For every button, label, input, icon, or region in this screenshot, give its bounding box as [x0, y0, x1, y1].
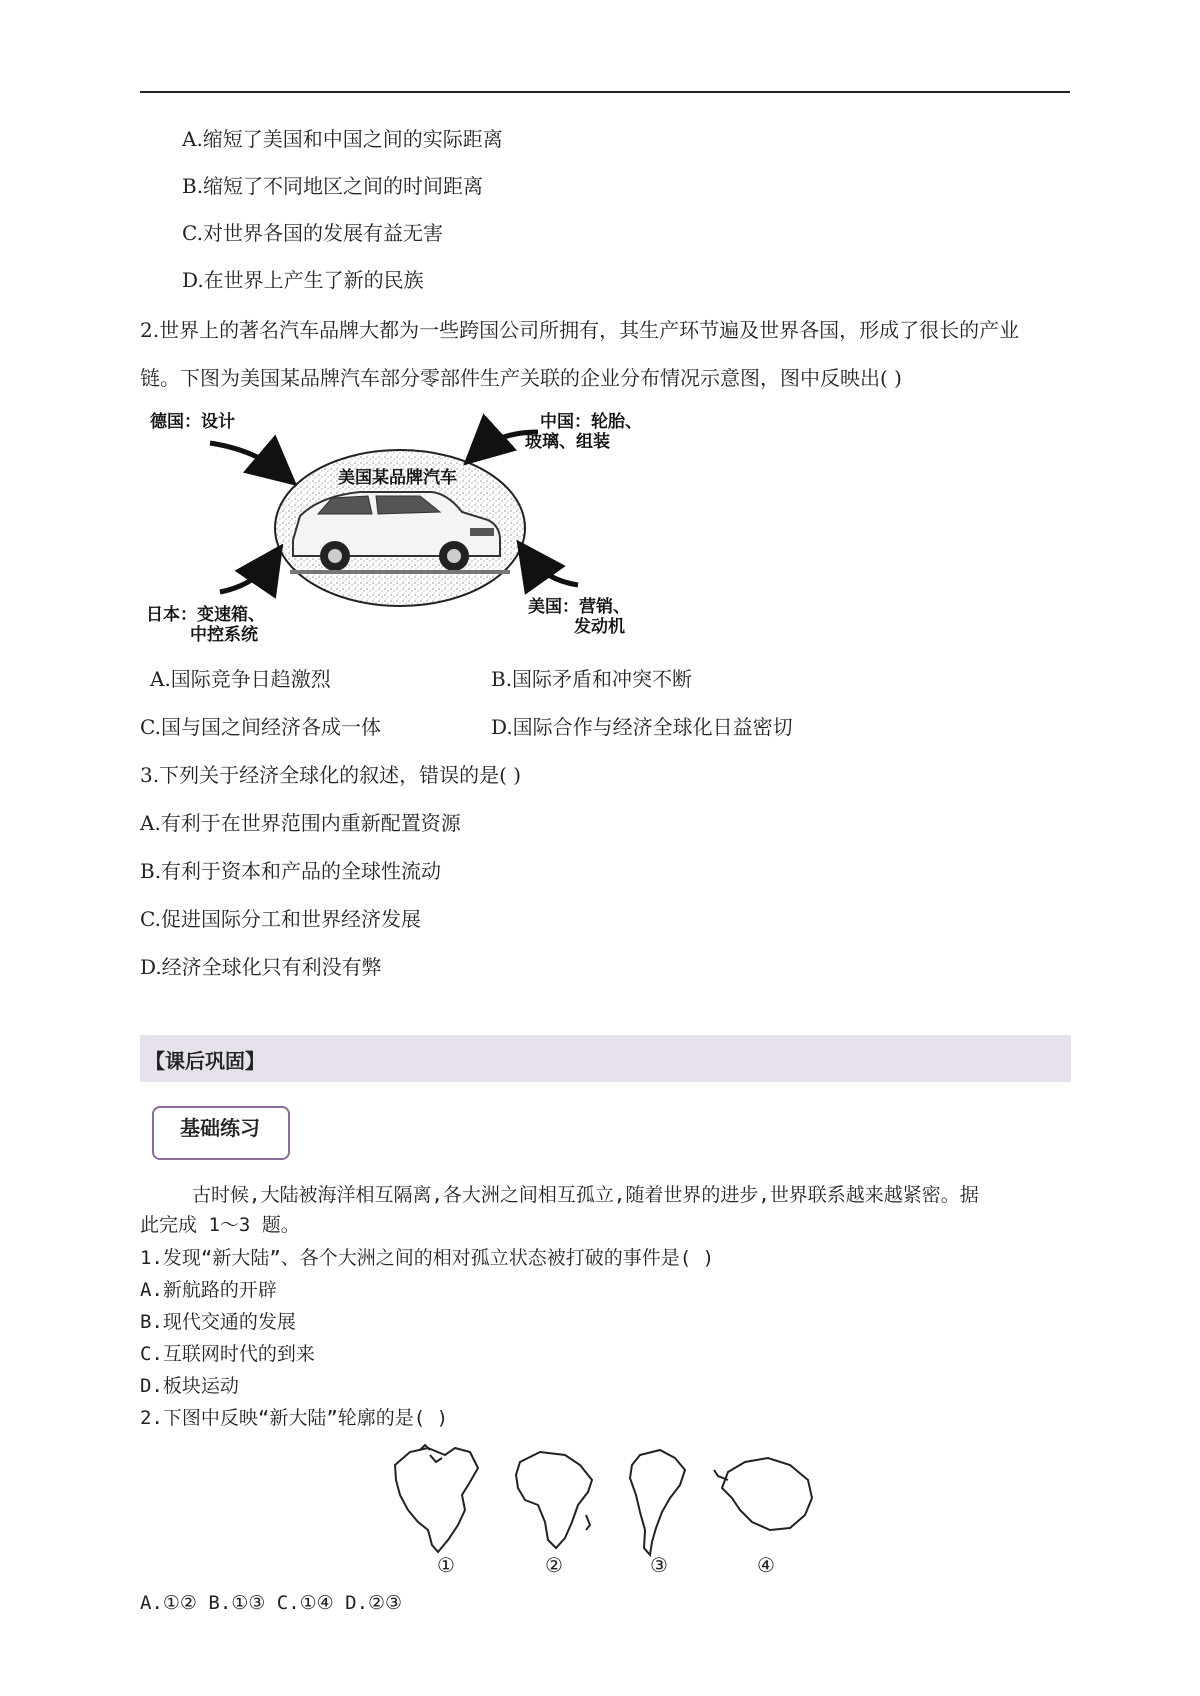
- diagram-center-title: 美国某品牌汽车: [338, 468, 457, 488]
- practice-q1-option-b: B.现代交通的发展: [140, 1311, 296, 1333]
- map-label-2: ②: [545, 1553, 563, 1577]
- map-label-3: ③: [650, 1553, 668, 1577]
- map-label-4: ④: [757, 1553, 775, 1577]
- africa-map: [516, 1452, 592, 1548]
- practice-intro-line2: 此完成 1～3 题。: [140, 1214, 300, 1236]
- practice-q2-stem: 2.下图中反映“新大陆”轮廓的是( ): [140, 1407, 449, 1429]
- q3-option-d: D.经济全球化只有利没有弊: [140, 955, 382, 979]
- q3-option-b: B.有利于资本和产品的全球性流动: [140, 859, 442, 883]
- label-china-line2: 玻璃、组装: [525, 432, 610, 452]
- practice-q1-stem: 1.发现“新大陆”、各个大洲之间的相对孤立状态被打破的事件是( ): [140, 1247, 715, 1269]
- q1-option-c: C.对世界各国的发展有益无害: [182, 221, 443, 245]
- q1-option-b: B.缩短了不同地区之间的时间距离: [182, 174, 484, 198]
- practice-q1-option-d: D.板块运动: [140, 1375, 239, 1397]
- practice-q1-option-c: C.互联网时代的到来: [140, 1343, 315, 1365]
- south-america-map: [630, 1450, 685, 1555]
- label-usa-line1: 美国：营销、: [528, 597, 630, 617]
- label-germany: 德国：设计: [150, 412, 235, 432]
- practice-q1-option-a: A.新航路的开辟: [140, 1279, 277, 1301]
- q3-stem: 3.下列关于经济全球化的叙述，错误的是( ): [140, 763, 522, 787]
- practice-intro-line1: 古时候,大陆被海洋相互隔离,各大洲之间相互孤立,随着世界的进步,世界联系越来越紧密。据: [192, 1184, 979, 1206]
- q2-option-d: D.国际合作与经济全球化日益密切: [491, 715, 793, 739]
- antarctica-map: [714, 1458, 812, 1530]
- q3-option-c: C.促进国际分工和世界经济发展: [140, 907, 421, 931]
- practice-q2-options: A.①② B.①③ C.①④ D.②③: [140, 1592, 403, 1614]
- label-usa-line2: 发动机: [574, 617, 625, 637]
- q1-option-d: D.在世界上产生了新的民族: [182, 268, 424, 292]
- section-band-title: 【课后巩固】: [145, 1049, 265, 1073]
- q3-option-a: A.有利于在世界范围内重新配置资源: [140, 811, 461, 835]
- q2-option-b: B.国际矛盾和冲突不断: [491, 667, 693, 691]
- q2-stem-line2: 链。下图为美国某品牌汽车部分零部件生产关联的企业分布情况示意图，图中反映出( ): [140, 366, 902, 390]
- q1-option-a: A.缩短了美国和中国之间的实际距离: [182, 127, 503, 151]
- north-america-map: [395, 1445, 478, 1552]
- q2-option-c: C.国与国之间经济各成一体: [140, 715, 381, 739]
- label-japan-line1: 日本：变速箱、: [146, 605, 265, 625]
- q2-stem-line1: 2.世界上的著名汽车品牌大都为一些跨国公司所拥有，其生产环节遍及世界各国，形成了很长的产业: [140, 318, 1020, 342]
- q2-option-a: A.国际竞争日趋激烈: [150, 667, 331, 691]
- label-japan-line2: 中控系统: [190, 625, 258, 645]
- practice-tag-title: 基础练习: [180, 1116, 260, 1140]
- map-label-1: ①: [437, 1553, 455, 1577]
- label-china-line1: 中国：轮胎、: [540, 412, 642, 432]
